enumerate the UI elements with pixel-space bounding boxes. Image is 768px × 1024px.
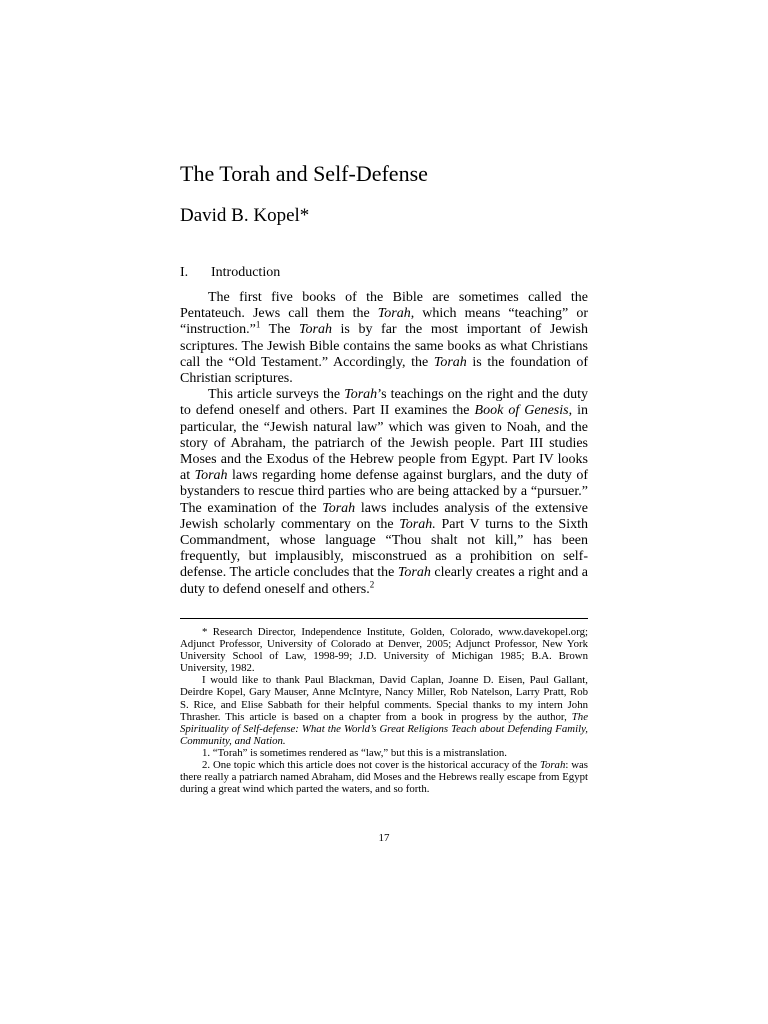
footnote-ref-2: 2 <box>369 579 375 589</box>
book-title: The Spirituality of Self-defense: What the World’s Great Religions Teach about Defending Family, Community, and Nation. <box>180 710 588 747</box>
article-author: David B. Kopel* <box>180 205 310 226</box>
italic-term: Torah <box>539 759 566 772</box>
text-run: : was there really a patriarch named Abraham, did Moses and the Hebrews really escape from Egypt during a great wind which parted the waters, and so forth. <box>180 759 588 796</box>
text-run: 2. One topic which this article does not cover is the historical accuracy of the <box>202 759 540 772</box>
footnote-ref-1: 1 <box>255 319 261 330</box>
text-run: laws regarding home defense against burglars, and the duty of bystanders to rescue third parties who are being attacked by a “pursuer.” The examination of the <box>180 468 588 516</box>
text-run: laws includes analysis of the extensive Jewish scholarly commentary on the <box>180 500 588 532</box>
paragraph-1 <box>180 290 588 387</box>
article-body <box>180 290 588 598</box>
section-heading <box>180 264 280 281</box>
text-run: is by far the most important of Jewish scriptures. The Jewish Bible contains the same books as what Christians call the “Old Testament.” Accordingly, the <box>180 322 589 370</box>
italic-term: Book of Genesis <box>474 403 569 419</box>
footnote-1: 1. “Torah” is sometimes rendered as “law,” but this is a mistranslation. <box>202 746 507 759</box>
text-run: The first five books of the Bible are sometimes called the Pentateuch. Jews call them the <box>180 290 588 322</box>
italic-term: Torah <box>397 565 431 581</box>
section-title: Introduction <box>211 265 281 280</box>
text-run: The <box>260 322 299 338</box>
section-number: I. <box>180 265 189 280</box>
italic-term: Torah <box>377 306 411 322</box>
italic-term: Torah <box>322 500 356 516</box>
italic-term: Torah <box>433 354 467 370</box>
text-run: Part V turns to the Sixth Commandment, whose language “Thou shalt not kill,” has been frequently, but implausibly, misconstrued as a prohibition on self-defense. The article concludes that the <box>180 516 588 581</box>
footnote-acknowledgments <box>180 674 588 747</box>
italic-term: Torah. <box>399 516 436 532</box>
page-number: 17 <box>378 832 390 844</box>
text-run: , in particular, the “Jewish natural law” which was given to Noah, and the story of Abraham, the patriarch of the Jewish people. Part III studies Moses and the Exodus of the Hebrew people from Egypt. Part IV looks at <box>180 403 589 484</box>
footnote-2 <box>180 759 588 795</box>
italic-term: Torah <box>344 387 378 403</box>
footnote-divider <box>180 618 588 619</box>
text-run: , which means “teaching” or “instruction.” <box>180 306 588 338</box>
text-run: clearly creates a right and a duty to defend oneself and others. <box>180 565 588 597</box>
italic-term: Torah <box>299 322 332 338</box>
text-run: is the foundation of Christian scriptures. <box>180 354 588 387</box>
text-run: This article surveys the <box>208 387 345 403</box>
italic-term: Torah <box>194 468 228 484</box>
footnotes <box>180 626 588 795</box>
footnote-author: * Research Director, Independence Institute, Golden, Colorado, www.davekopel.org; Adjunct Professor, University of Colorado at Denver, 2005; Adjunct Professor, New York University School of Law, 1998-99; J.D. University of Michigan 1985; B.A. Brown University, 1982. <box>180 626 588 675</box>
text-run: I would like to thank Paul Blackman, David Caplan, Joanne D. Eisen, Paul Gallant, Deirdre Kopel, Gary Mauser, Anne McIntyre, Nancy Miller, Rob Natelson, Larry Pratt, Rob S. Rice, and Elise Sabbath for their helpful comments. Special thanks to my intern John Thrasher. This article is based on a chapter from a book in progress by the author, <box>180 674 588 723</box>
text-run: ’s teachings on the right and the duty to defend oneself and others. Part II examines the <box>180 387 588 419</box>
article-title: The Torah and Self-Defense <box>180 161 428 186</box>
paragraph-2 <box>180 387 588 598</box>
